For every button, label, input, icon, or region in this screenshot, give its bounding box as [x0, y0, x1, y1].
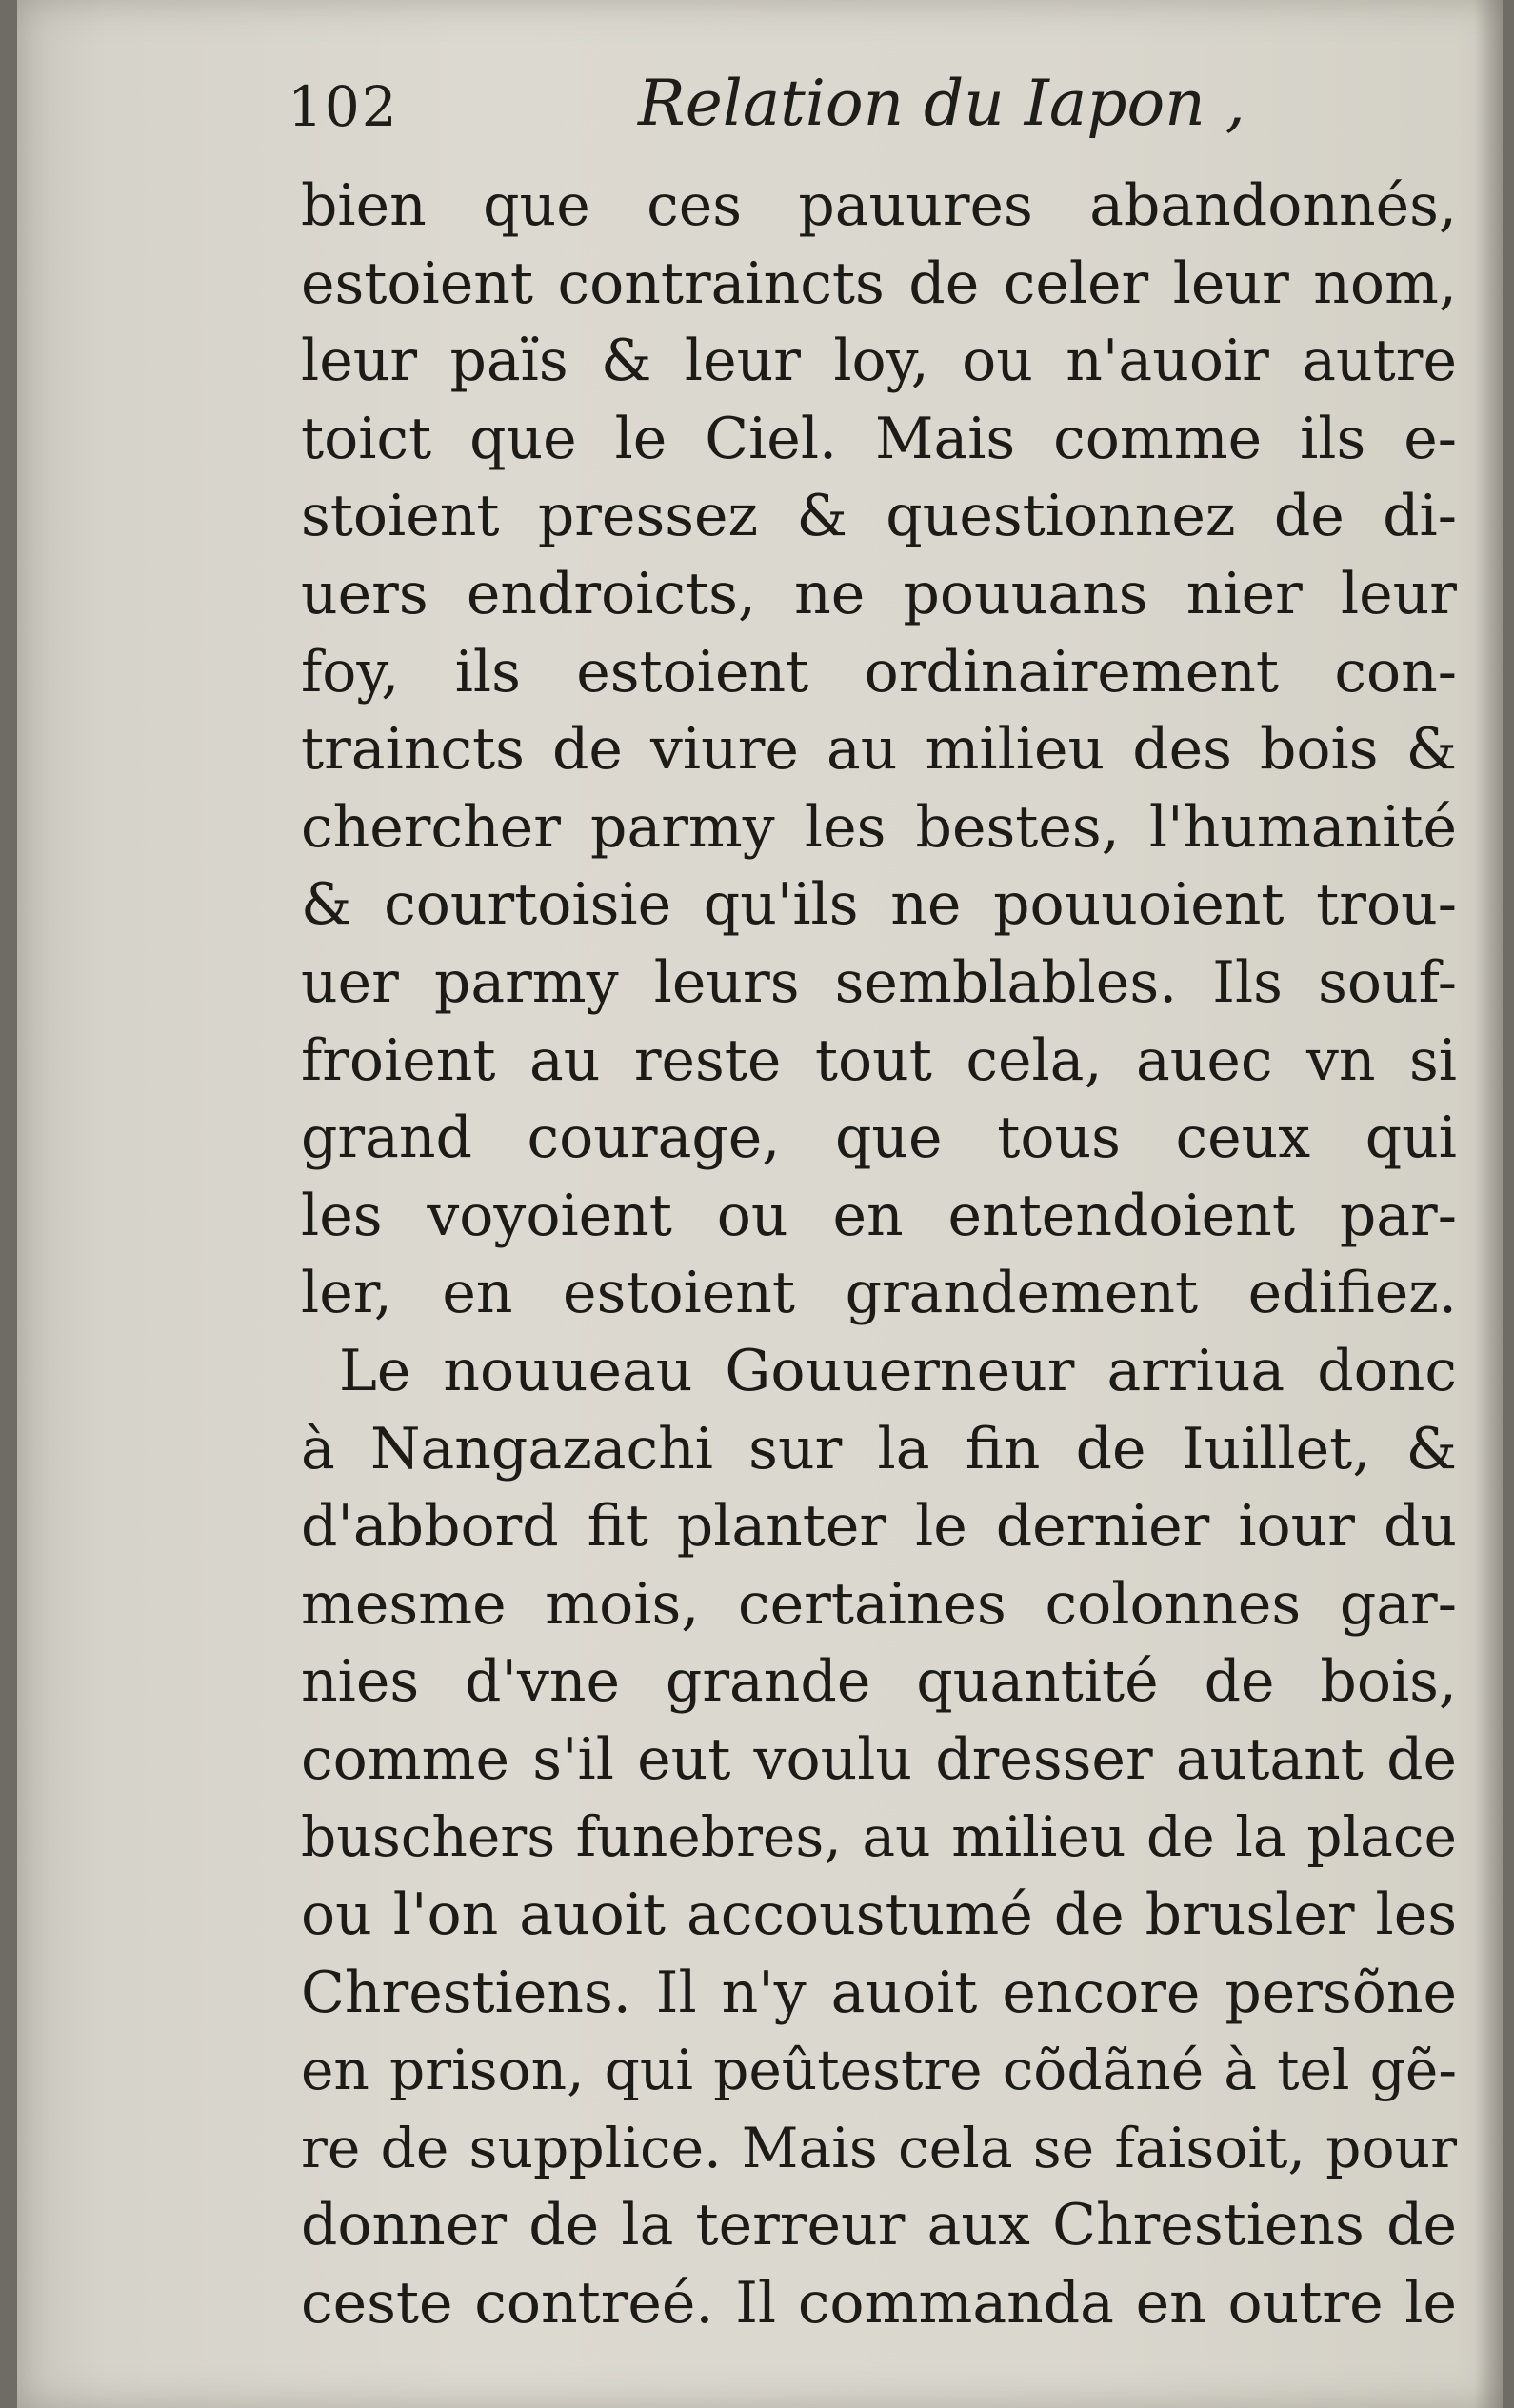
text-line: grand courage, que tous ceux qui — [301, 1104, 1457, 1172]
text-line: les voyoient ou en entendoient par- — [301, 1182, 1457, 1249]
text-line: & courtoisie qu'ils ne pouuoient trou- — [301, 871, 1457, 939]
text-line: d'abbord fit planter le dernier iour du — [301, 1493, 1457, 1561]
text-line: chercher parmy les bestes, l'humanité — [301, 793, 1457, 861]
page-header — [288, 67, 1459, 162]
page-number: 102 — [288, 74, 399, 139]
text-line: ou l'on auoit accoustumé de brusler les — [301, 1881, 1457, 1949]
text-line: estoient contraincts de celer leur nom, — [301, 249, 1457, 317]
text-line: bien que ces pauures abandonnés, — [301, 172, 1457, 239]
text-line: buschers funebres, au milieu de la place — [301, 1804, 1457, 1870]
body-text — [301, 168, 1457, 2343]
text-line: comme s'il eut voulu dresser autant de — [301, 1725, 1457, 1793]
text-line: leur païs & leur loy, ou n'auoir autre — [301, 328, 1457, 395]
text-line: à Nangazachi sur la fin de Iuillet, & — [301, 1415, 1457, 1483]
book-page — [17, 0, 1503, 2408]
text-line: nies d'vne grande quantité de bois, — [301, 1648, 1457, 1716]
text-line: ler, en estoient grandement edifiez. — [301, 1260, 1457, 1327]
text-line: re de supplice. Mais cela se faisoit, pour — [301, 2115, 1457, 2180]
text-line: froient au reste tout cela, auec vn si — [301, 1026, 1457, 1094]
text-line: uer parmy leurs semblables. Ils souf- — [301, 948, 1457, 1016]
text-line: donner de la terreur aux Chrestiens de — [301, 2192, 1457, 2259]
text-line: traincts de viure au milieu des bois & — [301, 716, 1457, 784]
text-line: toict que le Ciel. Mais comme ils e- — [301, 405, 1457, 472]
text-line: mesme mois, certaines colonnes gar- — [301, 1570, 1457, 1638]
text-line: Chrestiens. Il n'y auoit encore persõne — [301, 1959, 1457, 2026]
text-line: ceste contreé. Il commanda en outre le — [301, 2270, 1457, 2338]
running-title: Relation du Iapon , — [638, 67, 1245, 140]
text-line: en prison, qui peûtestre cõdãné à tel gẽ- — [301, 2038, 1457, 2103]
paragraph-start-line: Le nouueau Gouuerneur arriua donc — [339, 1337, 1457, 1404]
text-line: foy, ils estoient ordinairement con- — [301, 638, 1457, 706]
text-line: uers endroicts, ne pouuans nier leur — [301, 560, 1457, 627]
text-line: stoient pressez & questionnez de di- — [301, 483, 1457, 550]
